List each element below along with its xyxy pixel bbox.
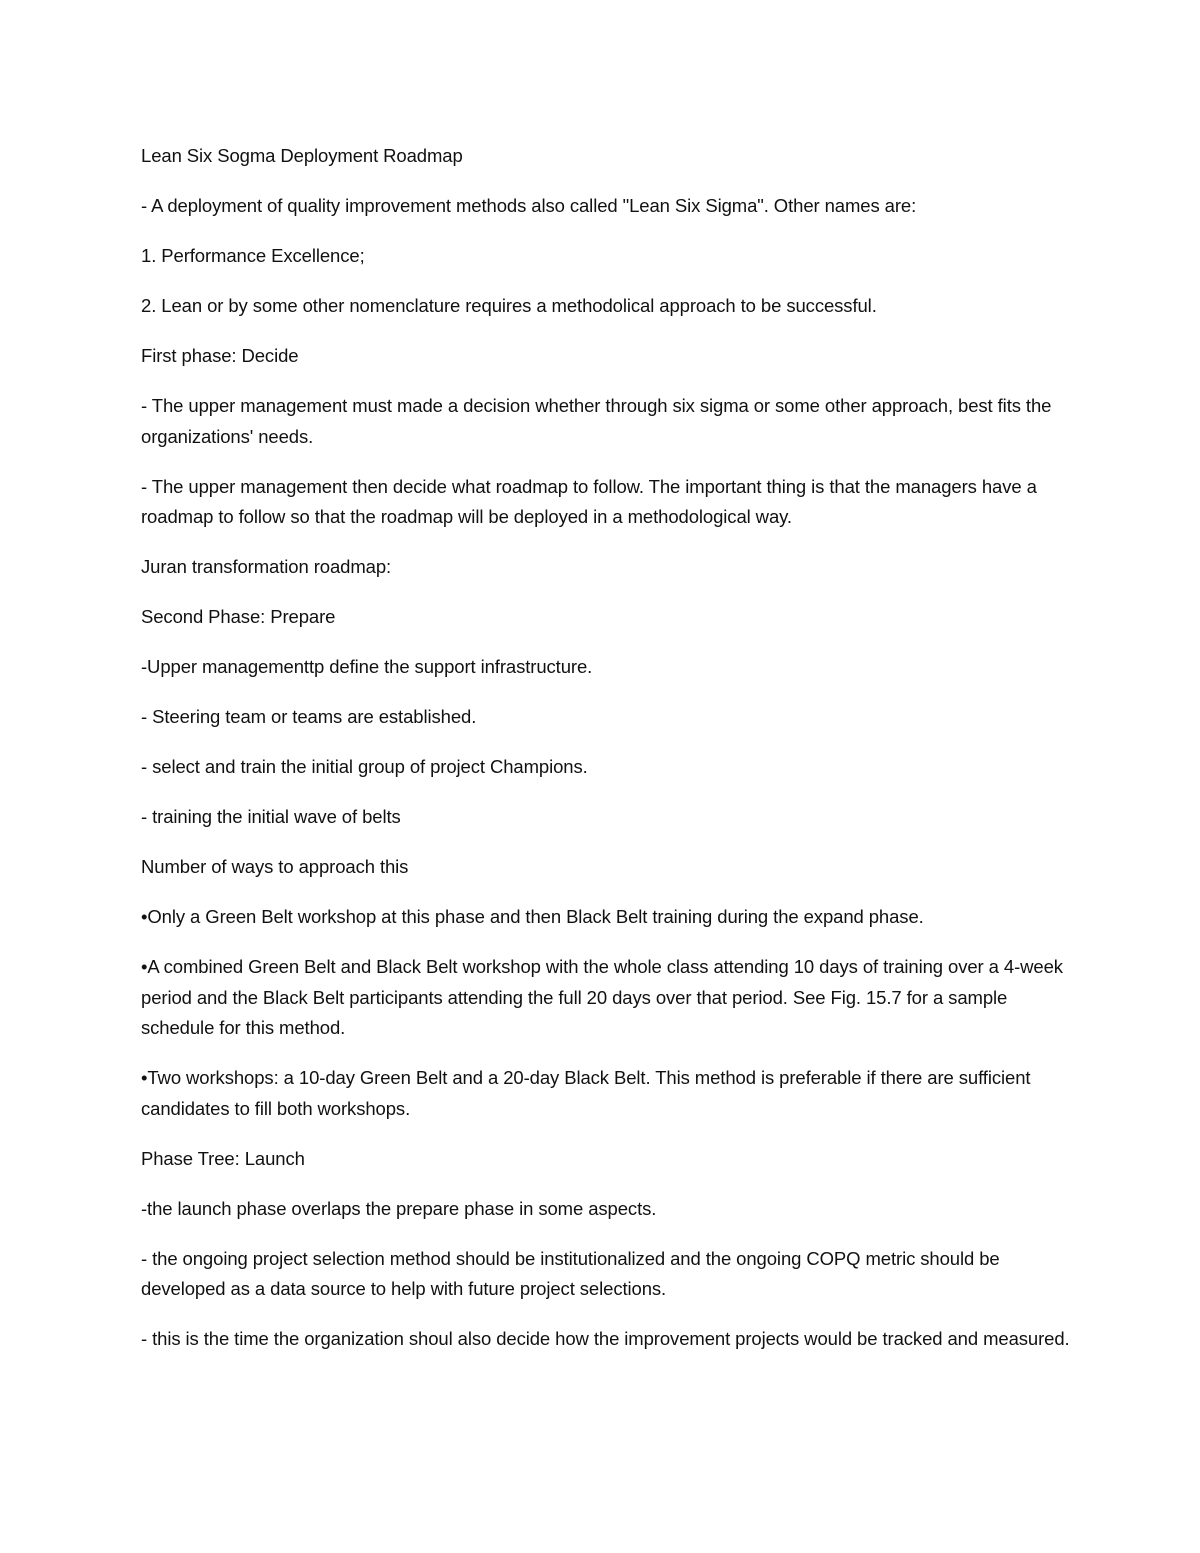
paragraph: - Steering team or teams are established. — [141, 706, 477, 727]
paragraph: -Upper managementtp define the support infrastructure. — [141, 656, 593, 677]
paragraph: 1. Performance Excellence; — [141, 245, 365, 266]
paragraph: Juran transformation roadmap: — [141, 556, 392, 577]
paragraph: - The upper management then decide what roadmap to follow. The important thing is that the managers have a roadmap to follow so that the roadmap will be deployed in a methodological way. — [141, 475, 1037, 527]
paragraph: 2. Lean or by some other nomenclature requires a methodolical approach to be successful. — [141, 295, 877, 316]
paragraph: -the launch phase overlaps the prepare phase in some aspects. — [141, 1197, 657, 1219]
section-heading: First phase: Decide — [141, 345, 299, 366]
paragraph: Number of ways to approach this — [141, 856, 409, 877]
paragraph: - training the initial wave of belts — [141, 806, 401, 827]
paragraph: - the ongoing project selection method should be institutionalized and the ongoing COPQ metric should be developed as a data source to help with future project selections. — [141, 1247, 1000, 1299]
paragraph: - select and train the initial group of project Champions. — [141, 756, 588, 777]
bullet-item: •Only a Green Belt workshop at this phase and then Black Belt training during the expand phase. — [141, 906, 924, 927]
bullet-item: •Two workshops: a 10-day Green Belt and a 20-day Black Belt. This method is preferable if there are sufficient candidates to fill both workshops. — [141, 1067, 1031, 1119]
paragraph: - The upper management must made a decision whether through six sigma or some other approach, best fits the organizations' needs. — [141, 395, 1052, 447]
bullet-item: •A combined Green Belt and Black Belt workshop with the whole class attending 10 days of training over a 4-week period and the Black Belt participants attending the full 20 days over that period. See Fig. 15.7 for a sample schedule for this method. — [141, 956, 1063, 1038]
section-heading: Phase Tree: Launch — [141, 1147, 305, 1169]
document-body — [141, 141, 1071, 1374]
paragraph: - A deployment of quality improvement methods also called "Lean Six Sigma". Other names are: — [141, 195, 917, 216]
document-title: Lean Six Sogma Deployment Roadmap — [141, 145, 463, 166]
paragraph: - this is the time the organization shoul also decide how the improvement projects would be tracked and measured. — [141, 1328, 1070, 1349]
section-heading: Second Phase: Prepare — [141, 606, 336, 627]
